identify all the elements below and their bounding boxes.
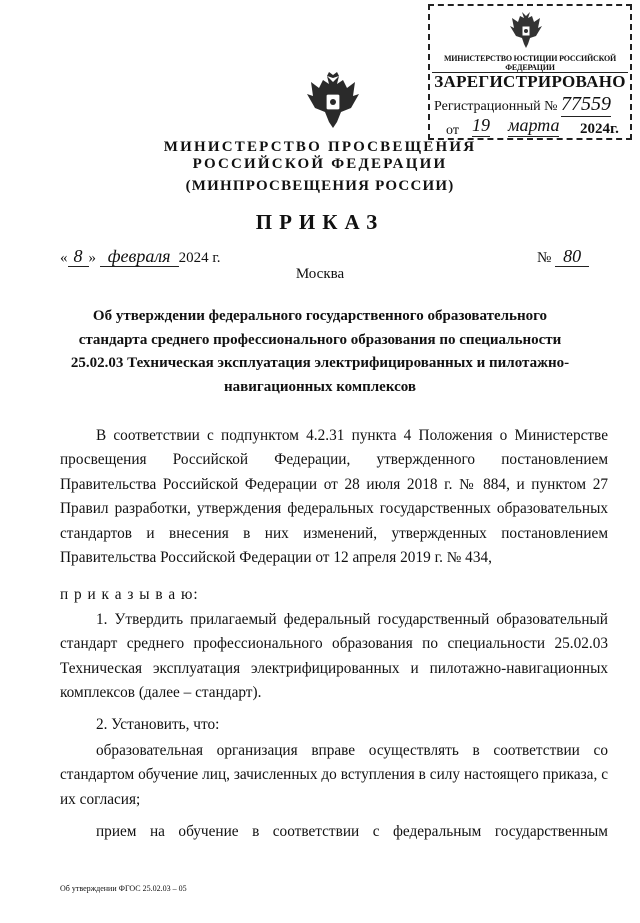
page-footer: Об утверждении ФГОС 25.02.03 – 05 bbox=[60, 884, 187, 893]
document-type: ПРИКАЗ bbox=[255, 210, 385, 234]
paragraph-2: 2. Установить, что: bbox=[96, 716, 220, 733]
ministry-name-line2: РОССИЙСКОЙ ФЕДЕРАЦИИ bbox=[192, 156, 448, 172]
paragraph-1: 1. Утвердить прилагаемый федеральный государственный образовательный стандарт среднего профессионального образования по специальности 25.02.03 Техническая эксплуатация электрифицированных и пилотажно-навигационных комплексов (далее – стандарт). bbox=[60, 611, 608, 702]
order-date bbox=[60, 246, 221, 267]
coat-of-arms-icon bbox=[305, 72, 361, 132]
eagle-emblem-icon bbox=[508, 10, 544, 50]
stamp-ministry: МИНИСТЕРСТВО ЮСТИЦИИ РОССИЙСКОЙ ФЕДЕРАЦИИ bbox=[432, 54, 628, 73]
order-number-block bbox=[537, 246, 589, 267]
ministry-short-name: (МИНПРОСВЕЩЕНИЯ РОССИИ) bbox=[185, 178, 455, 194]
paragraph-basis: В соответствии с подпунктом 4.2.31 пункта 4 Положения о Министерстве просвещения Российской Федерации, утвержденного постановлением Правительства Российской Федерации от 28 июля 2018 г. № 884, и пунктом 27 Правил разработки, утверждения федеральных государственных образовательных стандартов и внесения в них изменений, утвержденных постановлением Правительства Российской Федерации от 12 апреля 2019 г. № 434, bbox=[60, 427, 608, 567]
order-city: Москва bbox=[295, 266, 345, 282]
order-year: 2024 г. bbox=[178, 250, 221, 266]
order-number-label: № bbox=[537, 250, 552, 266]
stamp-date-day: 19 bbox=[472, 115, 490, 135]
paragraph-2-item-1: образовательная организация вправе осуществлять в соответствии со стандартом обучение лиц, зачисленных до вступления в силу настоящего приказа, с их согласия; bbox=[60, 742, 608, 808]
stamp-number: 77559 bbox=[561, 93, 611, 115]
prikazyvayu: п р и к а з ы в а ю: bbox=[60, 586, 199, 603]
stamp-status: ЗАРЕГИСТРИРОВАНО bbox=[434, 72, 626, 91]
stamp-number-label: Регистрационный № bbox=[434, 99, 558, 114]
quote-open: « bbox=[60, 250, 68, 266]
stamp-date-month: марта bbox=[508, 115, 560, 135]
paragraph-2-item-2: прием на обучение в соответствии с федеральным государственным bbox=[96, 823, 608, 840]
order-day: 8 bbox=[68, 246, 89, 267]
order-number: 80 bbox=[555, 246, 589, 267]
stamp-date-year: 2024г. bbox=[580, 121, 619, 137]
stamp-date-prefix: от bbox=[446, 123, 459, 138]
quote-close: » bbox=[88, 250, 96, 266]
order-month: февраля bbox=[100, 246, 179, 267]
document-title: Об утверждении федерального государственного образовательного стандарта среднего профессионального образования по специальности 25.02.03 Техническая эксплуатация электрифицированных и пилотажно-навигационных комплексов bbox=[70, 308, 570, 395]
ministry-name-line1: МИНИСТЕРСТВО ПРОСВЕЩЕНИЯ bbox=[163, 139, 477, 155]
